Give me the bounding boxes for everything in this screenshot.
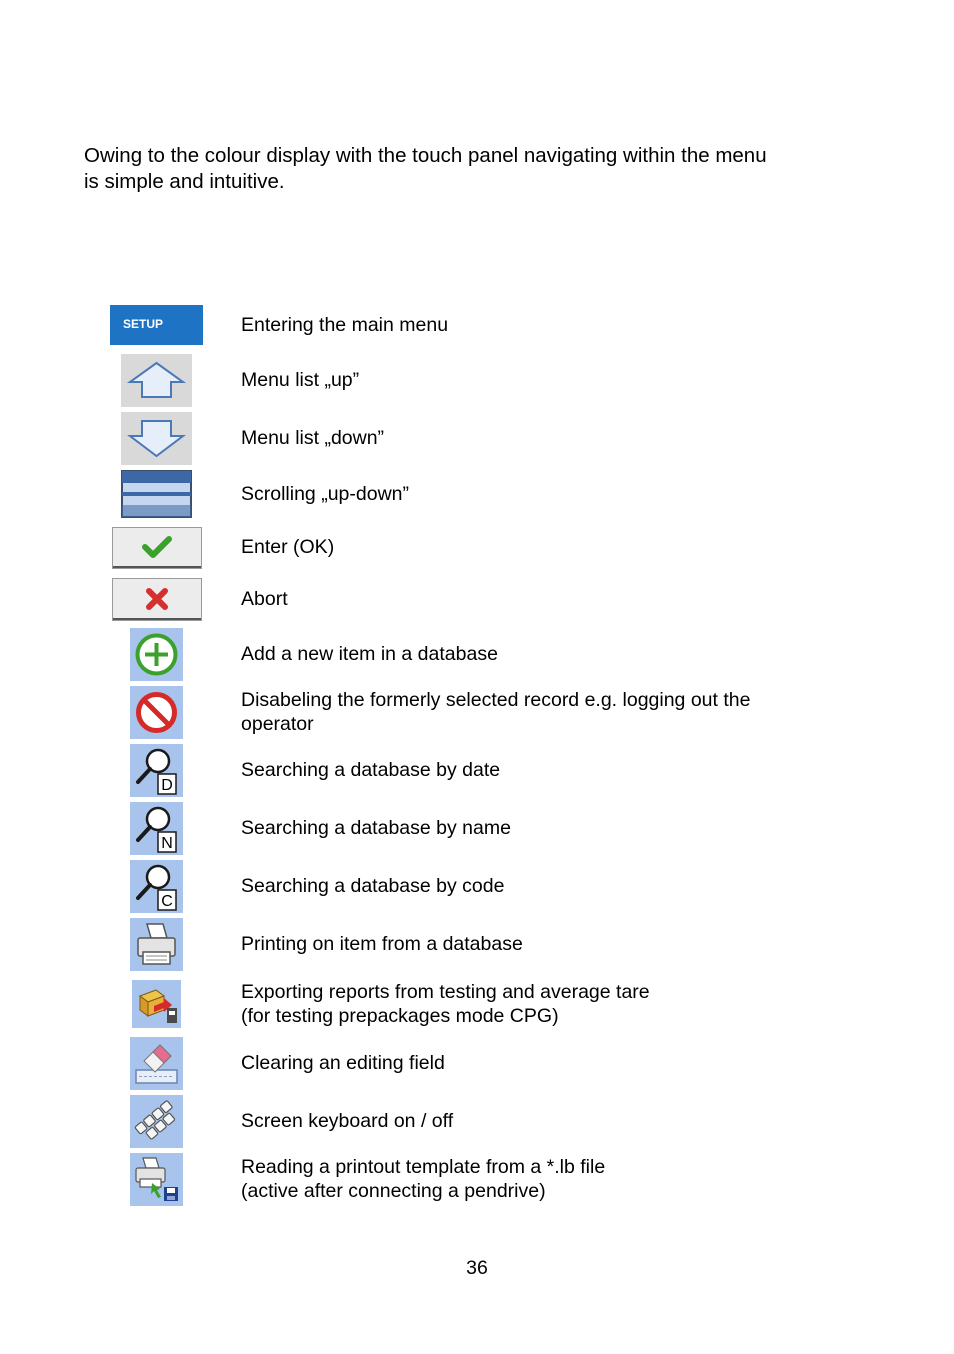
prohibited-icon — [130, 686, 183, 739]
legend-description-line-1: Reading a printout template from a *.lb file — [241, 1156, 606, 1178]
cross-icon — [112, 578, 202, 621]
legend-description: Searching a database by name — [241, 817, 511, 839]
legend-description — [241, 1155, 861, 1203]
eraser-icon — [130, 1037, 183, 1090]
legend-description: Clearing an editing field — [241, 1052, 445, 1074]
page-number: 36 — [466, 1257, 488, 1279]
legend-description: Scrolling „up-down” — [241, 483, 409, 505]
legend-description-line-2: (active after connecting a pendrive) — [241, 1180, 546, 1202]
legend-description: Menu list „down” — [241, 427, 385, 449]
legend-description: Searching a database by code — [241, 875, 505, 897]
legend-description: Enter (OK) — [241, 536, 335, 558]
keyboard-icon — [130, 1095, 183, 1148]
setup-button-label: SETUP — [123, 317, 164, 331]
magnifier-c-icon — [130, 860, 183, 913]
setup-button-icon — [110, 305, 203, 345]
legend-description: Screen keyboard on / off — [241, 1110, 454, 1132]
scroll-bar-icon — [121, 470, 192, 518]
intro-line-2: is simple and intuitive. — [84, 170, 285, 193]
magnifier-letter: C — [161, 893, 173, 910]
legend-description — [241, 688, 861, 736]
legend-description: Add a new item in a database — [241, 643, 498, 665]
legend-description: Entering the main menu — [241, 314, 449, 336]
legend-description: Printing on item from a database — [241, 933, 523, 955]
legend-description-line-1: Disabeling the formerly selected record e.g. logging out the — [241, 689, 751, 711]
legend-description-line-2: operator — [241, 713, 314, 735]
printer-template-icon — [130, 1153, 183, 1206]
legend-description-line-1: Exporting reports from testing and average tare — [241, 981, 650, 1003]
checkmark-icon — [112, 527, 202, 569]
magnifier-letter: D — [161, 777, 173, 794]
plus-circle-icon — [130, 628, 183, 681]
legend-description: Searching a database by date — [241, 759, 501, 781]
legend-description — [241, 980, 861, 1028]
legend-description: Menu list „up” — [241, 369, 360, 391]
printer-icon — [130, 918, 183, 971]
export-icon — [132, 980, 181, 1028]
legend-description-line-2: (for testing prepackages mode CPG) — [241, 1005, 559, 1027]
magnifier-n-icon — [130, 802, 183, 855]
intro-paragraph — [84, 143, 864, 195]
magnifier-d-icon — [130, 744, 183, 797]
arrow-down-icon — [121, 412, 192, 465]
magnifier-letter: N — [161, 835, 173, 852]
intro-line-1: Owing to the colour display with the touch panel navigating within the menu — [84, 144, 767, 167]
legend-description: Abort — [241, 588, 288, 610]
arrow-up-icon — [121, 354, 192, 407]
